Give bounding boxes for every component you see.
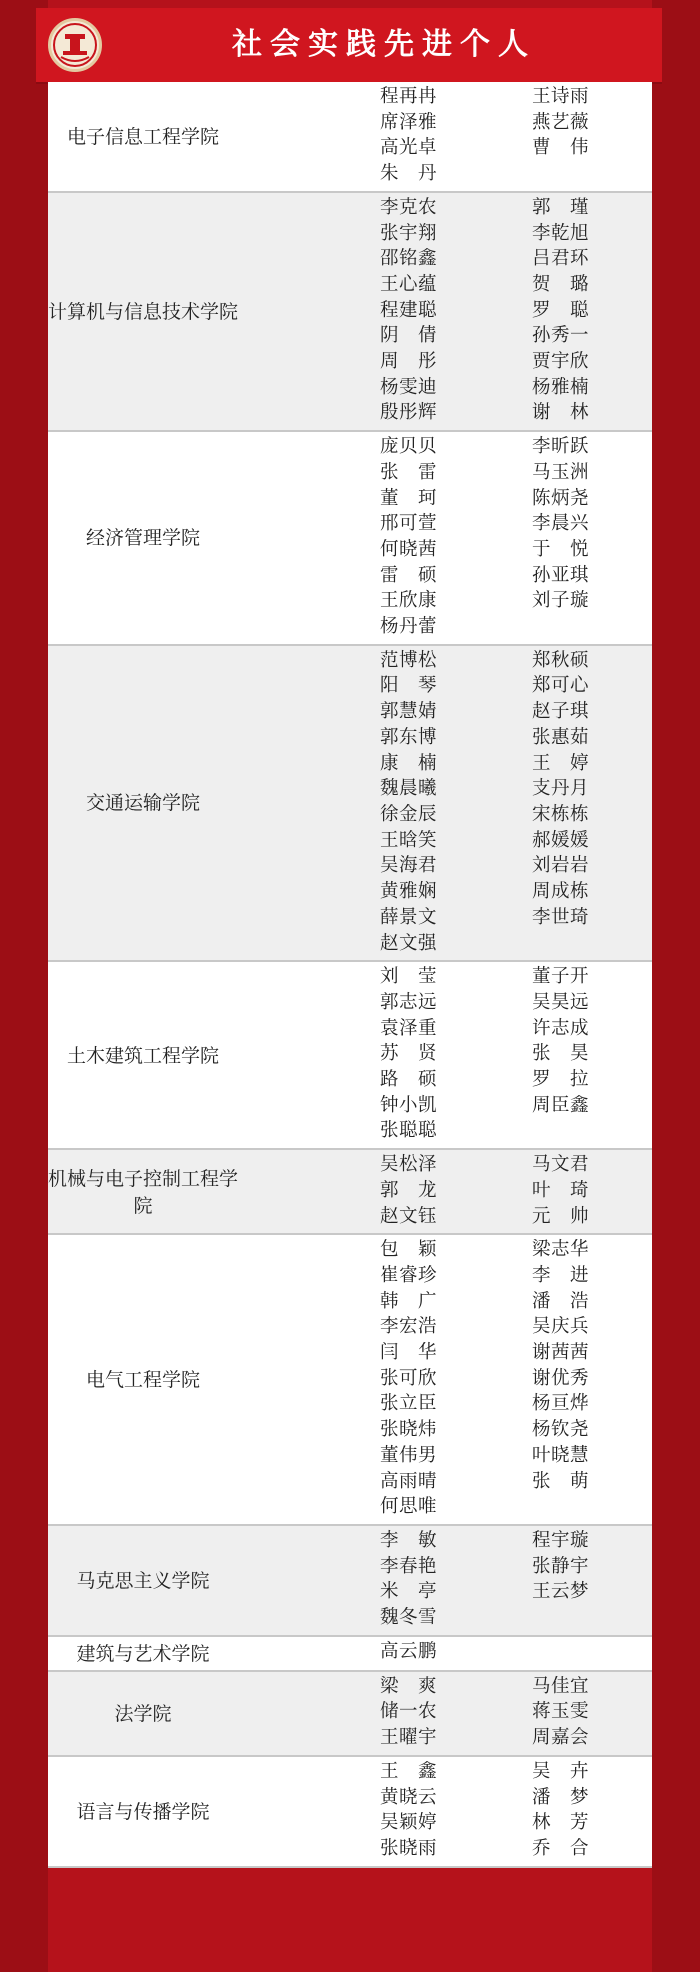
student-name: 董 珂 [380,487,438,509]
student-name: 郑秋硕 [532,649,590,671]
student-name: 董伟男 [380,1444,438,1466]
student-name: 孙秀一 [532,325,590,347]
student-name: 阴 倩 [380,325,438,347]
student-name: 梁 爽 [380,1675,438,1697]
student-name: 叶 琦 [532,1179,590,1201]
student-name: 曹 伟 [532,137,590,159]
student-name: 高云鹏 [380,1640,438,1662]
student-name: 支丹月 [532,778,590,800]
college-name: 交通运输学院 [85,792,200,815]
student-name-list [238,1759,652,1862]
student-name: 张静宇 [532,1555,590,1577]
student-name-list [238,434,652,640]
student-name: 崔睿珍 [380,1264,438,1286]
student-name-list [238,964,652,1144]
student-name: 马玉洲 [532,461,590,483]
college-row [48,1670,652,1755]
college-row [48,1524,652,1635]
college-name: 电气工程学院 [85,1369,200,1392]
student-name: 康 楠 [380,752,438,774]
student-name: 谢茜茜 [532,1342,590,1364]
college-row [48,430,652,644]
student-name: 周臣鑫 [532,1094,590,1116]
student-name: 李晨兴 [532,513,590,535]
student-name: 罗 聪 [532,299,590,321]
student-name: 张惠茹 [532,726,590,748]
student-name: 杨雯迪 [380,376,438,398]
student-name: 马文君 [532,1154,590,1176]
college-row [48,960,652,1148]
college-row [48,644,652,960]
student-name: 郭东博 [380,726,438,748]
student-name: 杨亘烨 [532,1393,590,1415]
honor-roll-table [48,82,652,1868]
student-name: 蒋玉雯 [532,1701,590,1723]
student-name: 魏冬雪 [380,1607,438,1629]
college-name: 语言与传播学院 [76,1800,210,1823]
student-name: 吴颖婷 [380,1812,438,1834]
student-name: 黄雅娴 [380,881,438,903]
student-name: 何思唯 [380,1496,438,1518]
student-name: 雷 硕 [380,564,438,586]
student-name: 张宇翔 [380,222,438,244]
student-name: 王欣康 [380,590,438,612]
student-name: 袁泽重 [380,1017,438,1039]
student-name: 闫 华 [380,1342,438,1364]
student-name: 谢优秀 [532,1367,590,1389]
student-name: 程宇璇 [532,1529,590,1551]
student-name: 王 婷 [532,752,590,774]
college-name: 电子信息工程学院 [66,125,219,148]
student-name: 张聪聪 [380,1120,438,1142]
student-name: 贾宇欣 [532,351,590,373]
student-name: 谢 林 [532,402,590,424]
student-name: 朱 丹 [380,163,438,185]
student-name: 叶晓慧 [532,1444,590,1466]
student-name: 王 鑫 [380,1760,438,1782]
student-name-list [238,648,652,956]
student-name: 赵文钰 [380,1205,438,1227]
student-name: 席泽雅 [380,111,438,133]
student-name: 张晓雨 [380,1838,438,1859]
student-name: 阳 琴 [380,675,438,697]
college-row [48,1148,652,1233]
student-name: 邵铭鑫 [380,248,438,270]
student-name: 于 悦 [532,538,590,560]
student-name: 吴松泽 [380,1154,438,1176]
student-name: 吴海君 [380,855,438,877]
header-banner [36,8,662,82]
student-name: 张 萌 [532,1470,590,1492]
student-name: 路 硕 [380,1069,438,1091]
student-name: 杨雅楠 [532,376,590,398]
student-name-list [238,1237,652,1520]
student-name: 高光卓 [380,137,438,159]
college-name: 法学院 [114,1702,172,1725]
student-name: 李克农 [380,196,438,218]
college-name: 马克思主义学院 [76,1569,210,1592]
student-name: 刘子璇 [532,590,590,612]
college-row [48,1755,652,1866]
student-name: 殷彤辉 [380,402,438,424]
student-name: 王诗雨 [532,86,590,107]
student-name: 乔 合 [532,1838,590,1859]
student-name: 郭志远 [380,991,438,1013]
college-name: 计算机与信息技术学院 [48,300,239,323]
student-name: 周嘉会 [532,1727,590,1749]
student-name: 郭 龙 [380,1179,438,1201]
student-name-list [238,84,652,187]
student-name: 张 雷 [380,461,438,483]
student-name: 魏晨曦 [380,778,438,800]
college-name: 机械与电子控制工程学院 [48,1167,239,1217]
student-name: 钟小凯 [380,1094,438,1116]
student-name: 高雨晴 [380,1470,438,1492]
student-name-list [238,1152,652,1229]
student-name: 赵文强 [380,932,438,954]
student-name: 范博松 [380,649,438,671]
student-name: 王晗笑 [380,829,438,851]
student-name: 王心蕴 [380,273,438,295]
student-name: 何晓茜 [380,538,438,560]
student-name: 吕君环 [532,248,590,270]
student-name: 董子开 [532,966,590,988]
college-name: 建筑与艺术学院 [76,1642,210,1665]
student-name: 罗 拉 [532,1069,590,1091]
college-name: 土木建筑工程学院 [66,1044,219,1067]
student-name: 马佳宜 [532,1675,590,1697]
student-name: 郑可心 [532,675,590,697]
student-name: 许志成 [532,1017,590,1039]
college-row [48,82,652,191]
student-name: 张可欣 [380,1367,438,1389]
student-name: 李昕跃 [532,436,590,458]
student-name: 李宏浩 [380,1316,438,1338]
student-name: 吴庆兵 [532,1316,590,1338]
background-right [652,0,700,1972]
student-name: 苏 贤 [380,1043,438,1065]
student-name: 庞贝贝 [380,436,438,458]
student-name-list [238,1639,652,1666]
student-name: 陈炳尧 [532,487,590,509]
student-name: 李 敏 [380,1529,438,1551]
student-name: 元 帅 [532,1205,590,1227]
college-row [48,191,652,430]
college-row [48,1233,652,1524]
student-name-list [238,1528,652,1631]
student-name: 王云梦 [532,1581,590,1603]
student-name: 张 昊 [532,1043,590,1065]
student-name: 徐金辰 [380,803,438,825]
student-name: 杨丹蕾 [380,616,438,638]
student-name: 郭 瑾 [532,196,590,218]
student-name: 李世琦 [532,906,590,928]
student-name: 赵子琪 [532,701,590,723]
student-name: 郭慧婧 [380,701,438,723]
student-name: 潘 梦 [532,1786,590,1808]
student-name: 薛景文 [380,906,438,928]
student-name-list [238,195,652,426]
student-name: 王曜宇 [380,1727,438,1749]
student-name: 杨钦尧 [532,1419,590,1441]
student-name: 贺 璐 [532,273,590,295]
student-name: 张晓炜 [380,1419,438,1441]
student-name: 梁志华 [532,1239,590,1261]
student-name: 米 亭 [380,1581,438,1603]
student-name: 周 彤 [380,351,438,373]
student-name: 刘 莹 [380,966,438,988]
background-left [0,0,48,1972]
student-name-list [238,1674,652,1751]
student-name: 黄晓云 [380,1786,438,1808]
student-name: 储一农 [380,1701,438,1723]
student-name: 燕艺薇 [532,111,590,133]
page-title: 社会实践先进个人 [232,27,536,62]
college-row [48,1635,652,1670]
student-name: 包 颖 [380,1239,438,1261]
student-name: 吴昊远 [532,991,590,1013]
student-name: 郝媛媛 [532,829,590,851]
student-name: 吴 卉 [532,1760,590,1782]
student-name: 李春艳 [380,1555,438,1577]
student-name: 刘岩岩 [532,855,590,877]
student-name: 林 芳 [532,1812,590,1834]
student-name: 韩 广 [380,1290,438,1312]
student-name: 周成栋 [532,881,590,903]
student-name: 程再冉 [380,86,438,107]
student-name: 邢可萱 [380,513,438,535]
student-name: 孙亚琪 [532,564,590,586]
emblem-logo-icon [48,18,102,72]
college-name: 经济管理学院 [85,527,200,550]
student-name: 潘 浩 [532,1290,590,1312]
student-name: 张立臣 [380,1393,438,1415]
student-name: 李 进 [532,1264,590,1286]
student-name: 李乾旭 [532,222,590,244]
student-name: 程建聪 [380,299,438,321]
student-name: 宋栋栋 [532,803,590,825]
